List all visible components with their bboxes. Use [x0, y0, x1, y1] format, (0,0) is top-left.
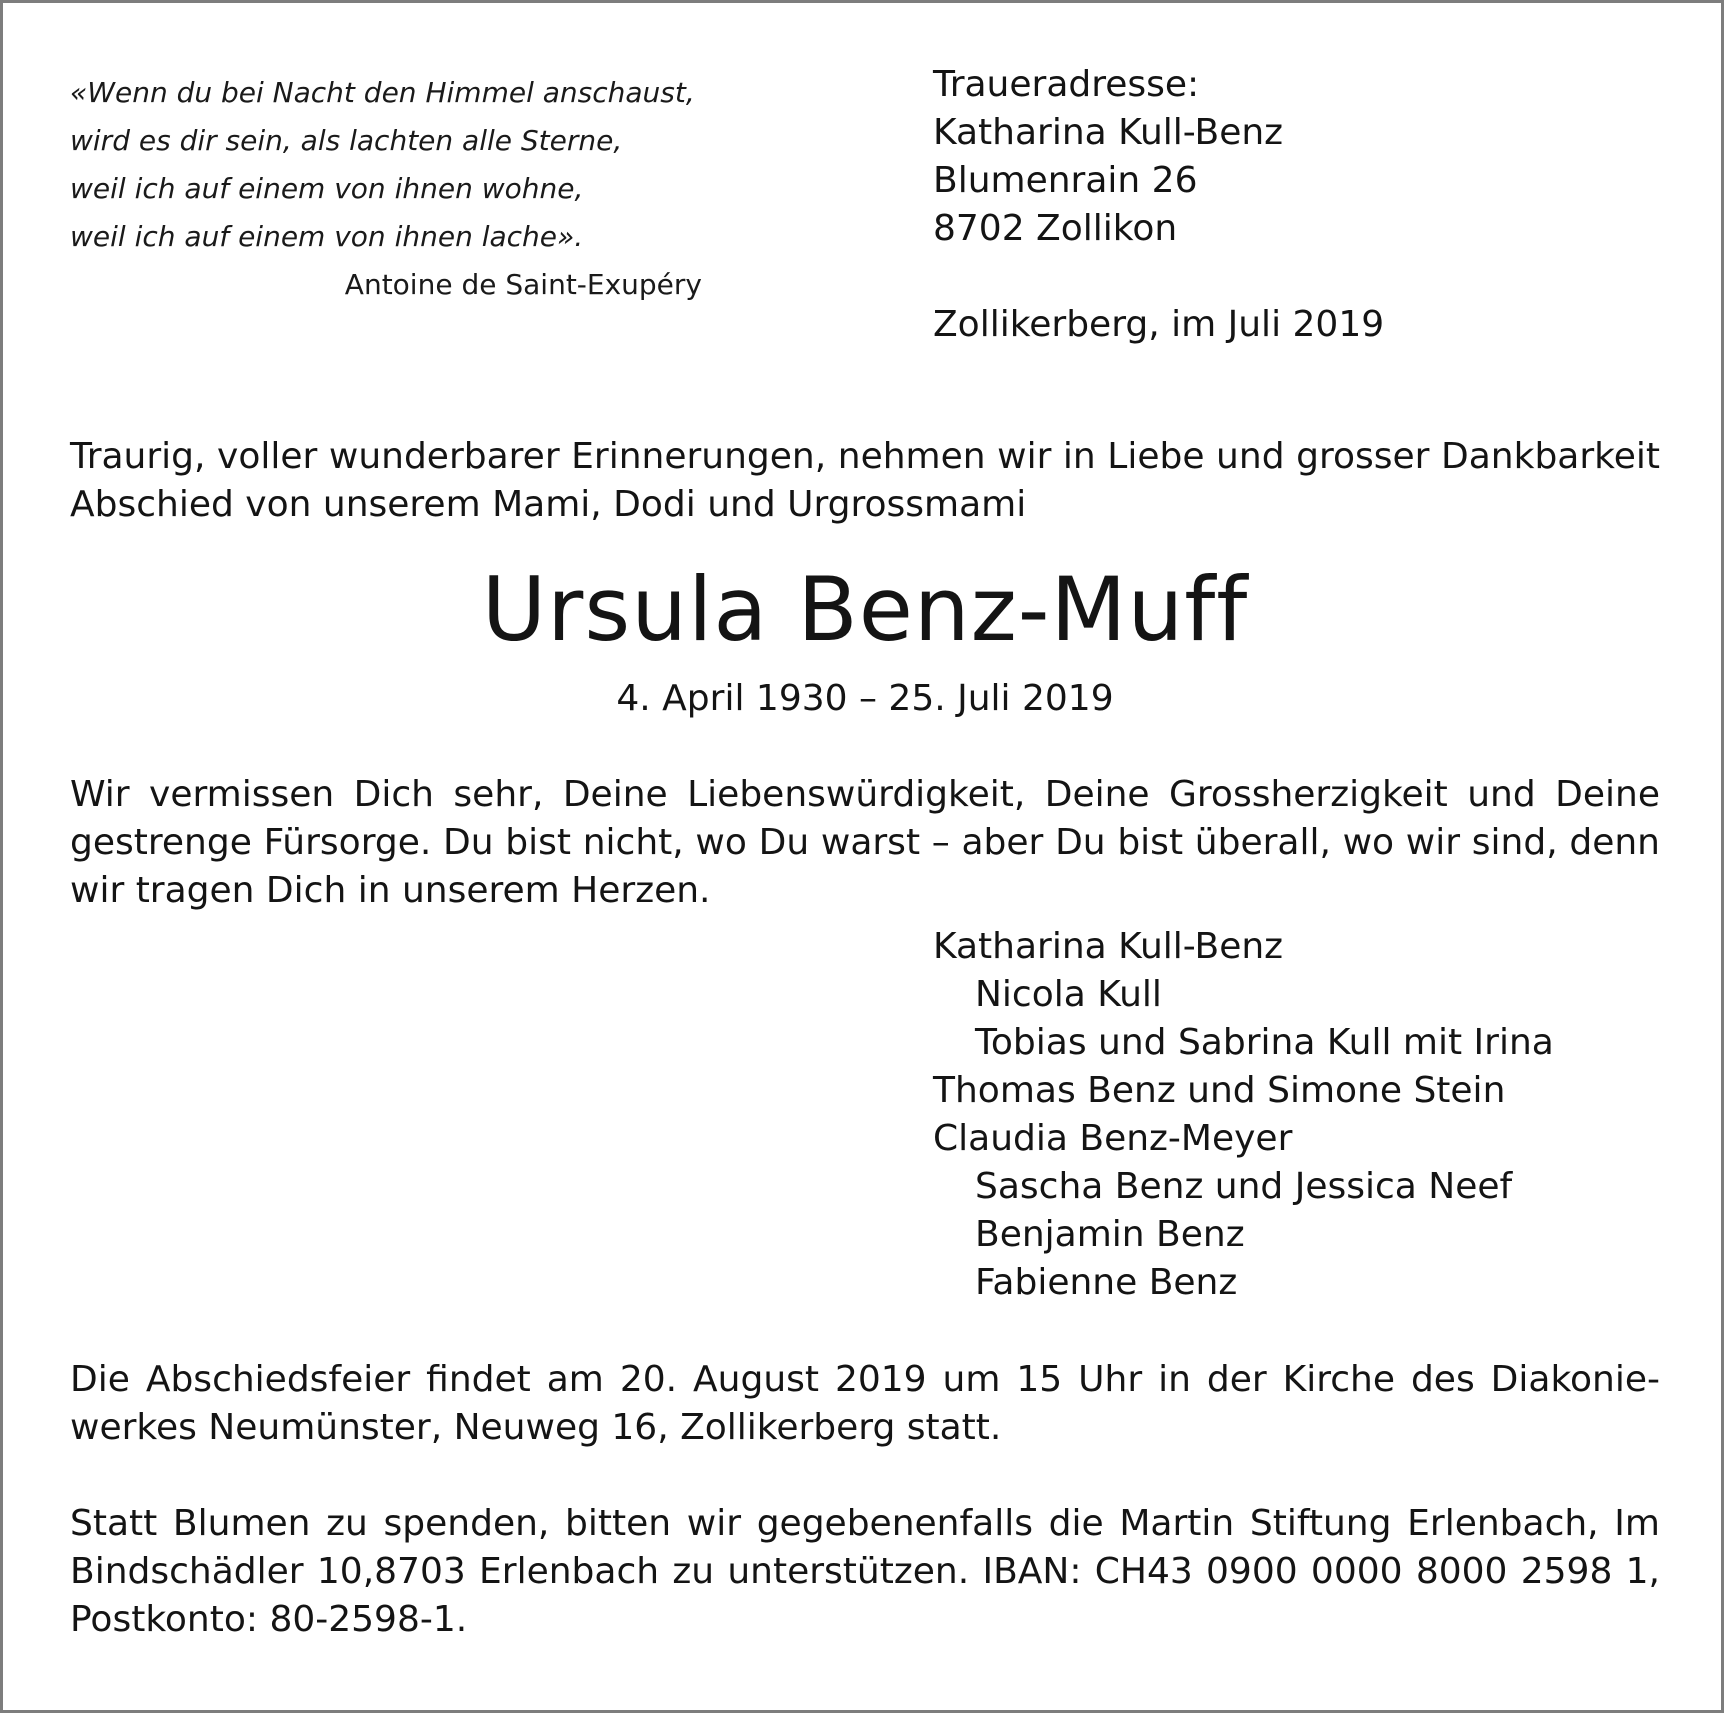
intro-line: Traurig, voller wunderbarer Erinnerungen, nehmen wir in Liebe und grosser Dankbarkeit: [70, 436, 1660, 477]
donation-info: [70, 1500, 1660, 1644]
address-name: Katharina Kull-Benz: [933, 112, 1284, 153]
life-dates: 4. April 1930 – 25. Juli 2019: [616, 678, 1114, 719]
ceremony-line: werkes Neumünster, Neuweg 16, Zollikerberg statt.: [70, 1407, 1002, 1448]
mourning-address: [933, 61, 1384, 349]
quote-line: wird es dir sein, als lachten alle Sterne,: [70, 124, 623, 157]
ceremony-info: [70, 1356, 1660, 1452]
donation-line: Postkonto: 80-2598-1.: [70, 1599, 468, 1640]
address-street: Blumenrain 26: [933, 160, 1198, 201]
mourner-name: Sascha Benz und Jessica Neef: [975, 1166, 1513, 1207]
place-date: Zollikerberg, im Juli 2019: [933, 304, 1385, 345]
quote-line: «Wenn du bei Nacht den Himmel anschaust,: [70, 76, 695, 109]
quote-line: weil ich auf einem von ihnen lache».: [70, 220, 584, 253]
mourner-name: Tobias und Sabrina Kull mit Irina: [975, 1022, 1554, 1063]
donation-line: Bindschädler 10,8703 Erlenbach zu unterstützen. IBAN: CH43 0900 0000 8000 2598 1,: [70, 1551, 1660, 1592]
message-line: gestrenge Fürsorge. Du bist nicht, wo Du warst – aber Du bist überall, wo wir sind, denn: [70, 822, 1660, 863]
message-line: Wir vermissen Dich sehr, Deine Liebenswürdigkeit, Deine Grossherzigkeit und Deine: [70, 774, 1660, 815]
address-city: 8702 Zollikon: [933, 208, 1178, 249]
mourners-list: [933, 923, 1554, 1307]
intro-text: [70, 433, 1660, 529]
poem-quote: [70, 69, 720, 309]
mourner-name: Claudia Benz-Meyer: [933, 1118, 1293, 1159]
mourner-name: Katharina Kull-Benz: [933, 926, 1284, 967]
mourner-name: Benjamin Benz: [975, 1214, 1245, 1255]
address-heading: Traueradresse:: [933, 64, 1200, 105]
quote-line: weil ich auf einem von ihnen wohne,: [70, 172, 584, 205]
quote-author: Antoine de Saint-Exupéry: [344, 268, 702, 301]
mourner-name: Nicola Kull: [975, 974, 1162, 1015]
message-text: [70, 771, 1660, 915]
mourner-name: Fabienne Benz: [975, 1262, 1238, 1303]
mourner-name: Thomas Benz und Simone Stein: [933, 1070, 1506, 1111]
donation-line: Statt Blumen zu spenden, bitten wir gegebenenfalls die Martin Stiftung Erlenbach, Im: [70, 1503, 1660, 1544]
deceased-name: Ursula Benz-Muff: [481, 558, 1249, 661]
ceremony-line: Die Abschiedsfeier findet am 20. August 2019 um 15 Uhr in der Kirche des Diakonie-: [70, 1359, 1660, 1400]
intro-line: Abschied von unserem Mami, Dodi und Urgrossmami: [70, 484, 1027, 525]
message-line: wir tragen Dich in unserem Herzen.: [70, 870, 711, 911]
